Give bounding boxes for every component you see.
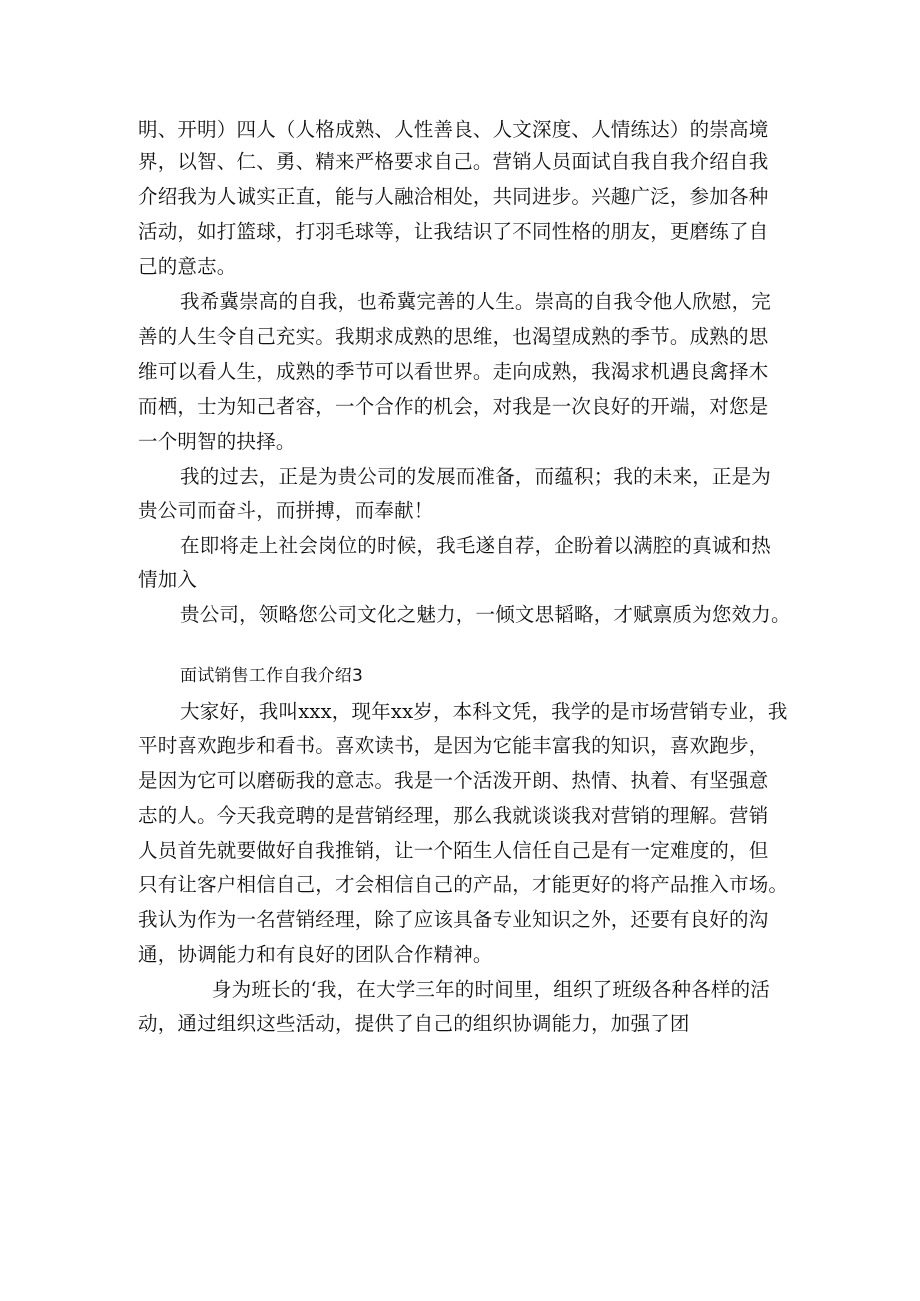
text-line: 我的过去，正是为贵公司的发展而准备，而蕴积；我的未来，正是为 (180, 465, 772, 488)
text-line: 情加入 (138, 568, 198, 591)
text-line: 通，协调能力和有良好的团队合作精神。 (138, 943, 493, 966)
text-line: 在即将走上社会岗位的时候，我毛遂自荐，企盼着以满腔的真诚和热 (180, 534, 772, 557)
text-line: 人员首先就要做好自我推销，让一个陌生人信任自己是有一定难度的，但 (138, 839, 769, 862)
text-line: 界，以智、仁、勇、精来严格要求自己。营销人员面试自我自我介绍自我 (138, 150, 769, 173)
section-heading: 面试销售工作自我介绍3 (180, 666, 364, 686)
text-line: 贵公司而奋斗，而拼搏，而奉献！ (138, 499, 434, 522)
text-line: 大家好，我叫xxx，现年xx岁，本科文凭，我学的是市场营销专业，我 (180, 700, 788, 723)
text-line: 而栖，士为知己者容，一个合作的机会，对我是一次良好的开端，对您是 (138, 395, 769, 418)
text-line: 平时喜欢跑步和看书。喜欢读书，是因为它能丰富我的知识，喜欢跑步， (138, 734, 769, 757)
text-line: 动，通过组织这些活动，提供了自己的组织协调能力，加强了团 (138, 1012, 690, 1035)
text-line: 明、开明）四人（人格成熟、人性善良、人文深度、人情练达）的崇高境 (138, 118, 769, 141)
text-line: 只有让客户相信自己，才会相信自己的产品，才能更好的将产品推入市场。 (138, 873, 789, 896)
text-line: 我认为作为一名营销经理，除了应该具备专业知识之外，还要有良好的沟 (138, 908, 769, 931)
text-line: 维可以看人生，成熟的季节可以看世界。走向成熟，我渴求机遇良禽择木 (138, 360, 769, 383)
text-line: 己的意志。 (138, 255, 237, 278)
text-line: 活动，如打篮球，打羽毛球等，让我结识了不同性格的朋友，更磨练了自 (138, 220, 769, 243)
text-line: 是因为它可以磨砺我的意志。我是一个活泼开朗、热情、执着、有坚强意 (138, 769, 769, 792)
text-line: 一个明智的抉择。 (138, 430, 296, 453)
text-line: 贵公司，领略您公司文化之魅力，一倾文思韬略，才赋禀质为您效力。 (180, 603, 791, 626)
text-line: 介绍我为人诚实正直，能与人融洽相处，共同进步。兴趣广泛，参加各种 (138, 185, 769, 208)
text-line: 善的人生令自己充实。我期求成熟的思维，也渴望成熟的季节。成熟的思 (138, 325, 769, 348)
text-line: 身为班长的‘我，在大学三年的时间里，组织了班级各种各样的活 (212, 978, 770, 1001)
text-line: 志的人。今天我竞聘的是营销经理，那么我就谈谈我对营销的理解。营销 (138, 804, 769, 827)
text-line: 我希冀崇高的自我，也希冀完善的人生。崇高的自我令他人欣慰，完 (180, 290, 772, 313)
